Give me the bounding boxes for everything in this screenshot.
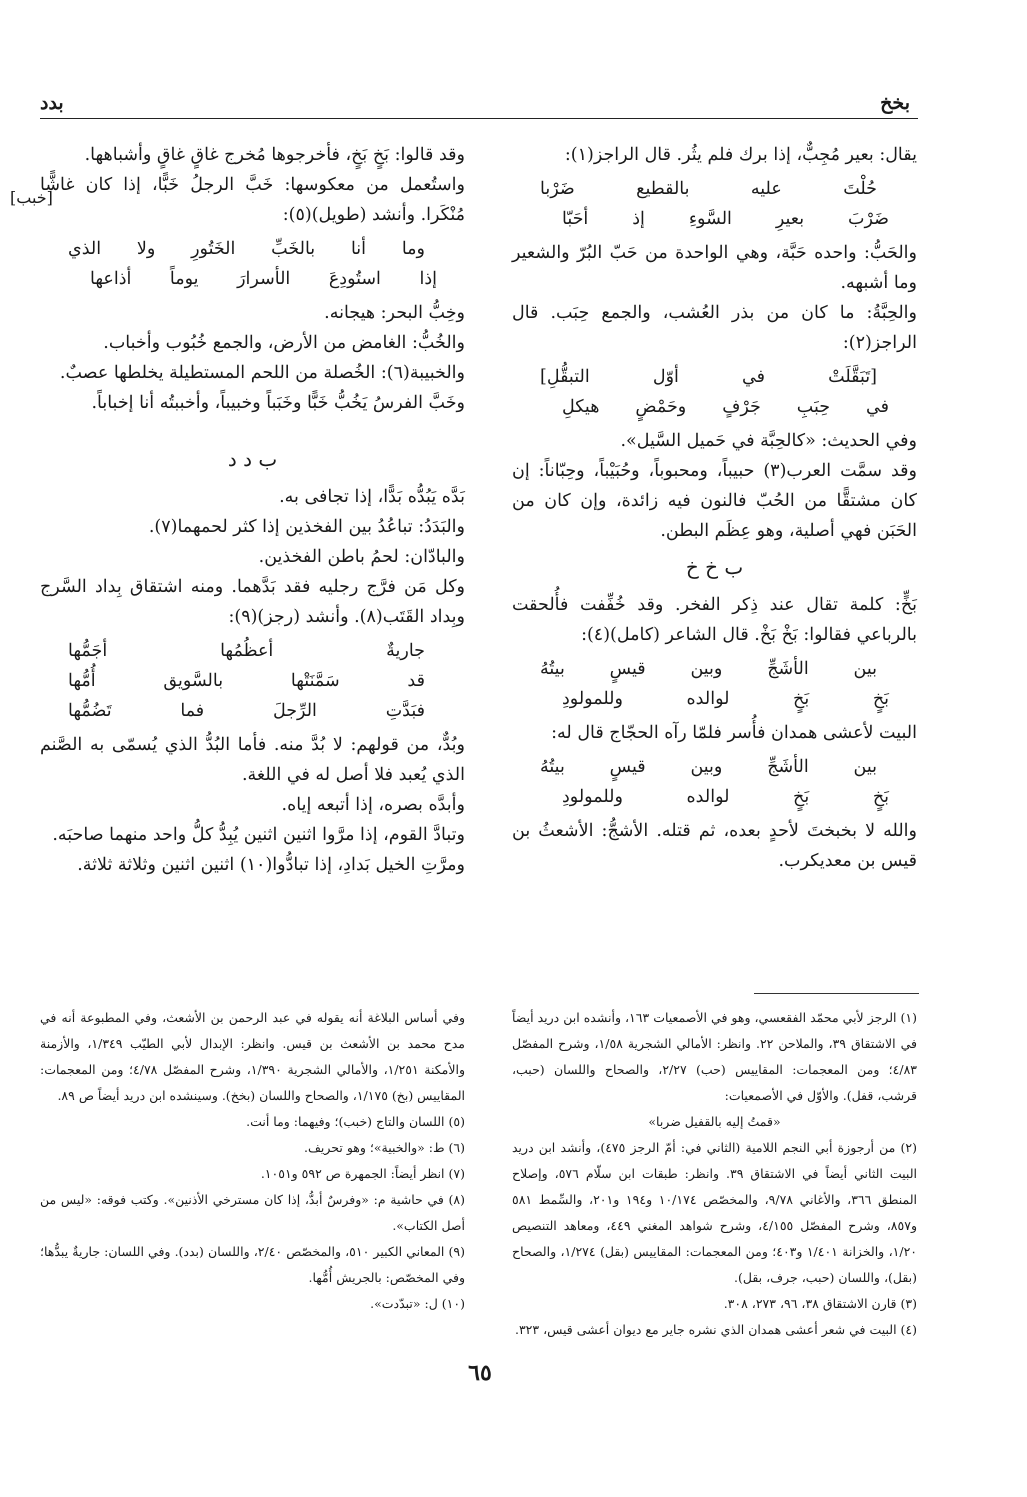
paragraph: والحَبُّ: واحده حَبَّة، وهي الواحدة من حَبّ البُرّ والشعير وما أشبهه. [512, 243, 917, 293]
verse [40, 234, 465, 294]
verse-line: جاريةٌ أعظُمُها أجَمُّها [68, 641, 425, 661]
paragraph: وفي الحديث: «كالحِبَّة في حَميل السَّيل». [620, 431, 917, 451]
paragraph: والخُبُّ: الغامض من الأرض، والجمع خُبُوب وأخباب. [103, 333, 465, 353]
verse-line: قد سَمَّنَتْها بالسَّويق أُمُّها [68, 671, 425, 691]
footnote-verse: «قمتُ إليه بالقفيل ضربا» [648, 1114, 781, 1129]
paragraph: يقال: بعير مُجِبٌّ، إذا برك فلم يثُر. قال الراجز(١): [564, 145, 917, 165]
paragraph: وخَبَّ الفرسُ يَخُبُّ خَبًّا وخَبَباً وخبيباً، وأخببتُه أنا إخباباً. [91, 393, 465, 413]
paragraph: وبُدٌّ، من قولهم: لا بُدَّ منه. فأما البُدُّ الذي يُسمّى به الصَّنم الذي يُعبد فلا أصل له في اللغة. [40, 735, 465, 785]
footnote: (٣) قارن الاشتقاق ٣٨، ٩٦، ٢٧٣، ٣٠٨. [723, 1296, 917, 1311]
footnote: (٨) في حاشية م: «وفرسٌ أبدُّ، إذا كان مسترخي الأذنين». وكتب فوقه: «ليس من أصل الكتاب». [40, 1192, 465, 1233]
paragraph: والبَدَدُ: تباعُدُ بين الفخذين إذا كثر لحمهما(٧). [148, 517, 465, 537]
verse-line: بَخٍ بَخٍ لوالده وللمولودِ [562, 787, 889, 807]
verse-line: إذا استُودِعَ الأسرارَ يوماً أذاعها [90, 269, 437, 289]
paragraph: البيت لأعشى همدان فأُسر فلمّا رآه الحجّاج قال له: [551, 723, 917, 743]
verse-line: ضَرْبَ بعيرِ السَّوءِ إذ أحَبّا [562, 209, 889, 229]
footnote: وفي أساس البلاغة أنه يقوله في عبد الرحمن بن الأشعث، وفي المطبوعة أنه في مدح محمد بن الأشعث بن قيس. وانظر: الإبدال لأبي الطيّب ١/٣٤٩، والأزمنة والأمكنة ١/٢٥١، والأمالي الشجرية ١/٣٩٠، وشرح المفصّل ٤/٧٨؛ ومن المعجمات: المقاييس (بخ) ١/١٧٥، والصحاح واللسان (بخخ). وسينشده ابن دريد أيضاً ص ٨٩. [40, 1010, 465, 1103]
paragraph: ومرَّتِ الخيل بَدادِ، إذا تبادُّوا(١٠) اثنين اثنين وثلاثة ثلاثة. [77, 855, 465, 875]
paragraph: وأبدَّه بصره، إذا أتبعه إياه. [281, 795, 465, 815]
margin-note: [خبب] [10, 188, 53, 207]
footnote: (١٠) ل: «تبدّدت». [370, 1296, 465, 1311]
section-title: ب د د [227, 447, 278, 471]
paragraph: وخِبُّ البحر: هيجانه. [324, 303, 465, 323]
footnote: (٥) اللسان والتاج (خبب)؛ وفيهما: وما أنت. [246, 1114, 465, 1129]
verse [512, 752, 917, 812]
paragraph: والخبيبة(٦): الخُصلة من اللحم المستطيلة يخلطها عصبٌ. [59, 363, 465, 383]
footnote: (٧) انظر أيضاً: الجمهرة ص ٥٩٢ و١٠٥١. [260, 1166, 465, 1181]
page-number: ٦٥ [468, 1360, 492, 1386]
header-rule [40, 118, 918, 119]
verse-line: بين الأشَجِّ وبين قيسٍ بيتُهُ [540, 757, 877, 777]
left-column [40, 140, 465, 880]
paragraph: وكل مَن فرَّج رجليه فقد بَدَّهما. ومنه اشتقاق بِداد السَّرج وبِداد القَتَب(٨). وأنشد (رجز)(٩): [40, 577, 465, 627]
paragraph: وقد سمَّت العرب(٣) حبيباً، ومحبوباً، وحُبَيْباً، وحِبّاناً: إن كان مشتقًّا من الحُبّ فالنون فيه زائدة، وإن كان من الحَبَن فهي أصلية، وهو عِظَم البطن. [512, 461, 917, 541]
verse-line: بَخٍ بَخٍ لوالده وللمولودِ [562, 689, 889, 709]
paragraph: واستُعمل من معكوسها: خَبَّ الرجلُ خَبًّا، إذا كان غاشًّا مُنْكَرا. وأنشد (طويل)(٥): [40, 175, 465, 225]
verse [512, 362, 917, 422]
right-column [512, 140, 917, 876]
verse-line: فبَدَّتِ الرِّجلَ فما تَضُمُّها [68, 701, 425, 721]
verse-line: في حِبَبِ جَرْفٍ وحَمْضٍ هيكلِ [562, 397, 889, 417]
verse [512, 654, 917, 714]
footnotes-left [40, 1005, 465, 1317]
verse [512, 174, 917, 234]
footnote-rule [754, 993, 919, 994]
paragraph: والله لا بخبختَ لأحدٍ بعده، ثم قتله. الأشجُّ: الأشعثُ بن قيس بن معديكرب. [512, 821, 917, 871]
running-head-left: بدد [40, 92, 64, 114]
footnote: (١) الرجز لأبي محمّد الفقعسي، وهو في الأصمعيات ١٦٣، وأنشده ابن دريد أيضاً في الاشتقاق ٣٩، والملاحن ٢٢. وانظر: الأمالي الشجرية ١/٥٨، وشرح المفصّل ٤/٨٣؛ ومن المعجمات: المقاييس (حب) ٢/٢٧، والصحاح واللسان (حبب، قرشب، قفل). والأوّل في الأصمعيات: [512, 1010, 918, 1103]
paragraph: وتبادَّ القوم، إذا مرَّوا اثنين اثنين يُبِدُّ كلُّ واحد منهما صاحبَه. [52, 825, 465, 845]
verse-line: [تَبَقَّلَتْ في أوّل التبقُّلِ] [540, 367, 877, 387]
running-head-right: بخخ [880, 92, 910, 114]
paragraph: بَدَّه يَبُدُّه بَدًّا، إذا تجافى به. [279, 487, 465, 507]
footnote: (٢) من أرجوزة أبي النجم اللامية (الثاني في: أمّ الرجز ٤٧٥)، وأنشد ابن دريد البيت الثاني أيضاً في الاشتقاق ٣٩. وانظر: طبقات ابن سلّام ٥٧٦، وإصلاح المنطق ٣٦٦، والأغاني ٩/٧٨، والمخصّص ١٠/١٧٤ و١٩٤ و٢٠١، والسِّمط ٥٨١ و٨٥٧، وشرح المفصّل ٤/١٥٥، وشرح شواهد المغني ٤٤٩، ومعاهد التنصيص ١/٢٠، والخزانة ١/٤٠١ و٤٠٣؛ ومن المعجمات: المقاييس (بقل) ١/٢٧٤، والصحاح (بقل)، واللسان (حبب، جرف، بقل). [512, 1140, 917, 1285]
paragraph: والبادّان: لحمُ باطن الفخذين. [258, 547, 465, 567]
verse [40, 636, 465, 726]
paragraph: بَخٍّ: كلمة تقال عند ذِكر الفخر. وقد خُفِّفت فأُلحقت بالرباعي فقالوا: بَخْ بَخْ. قال الشاعر (كامل)(٤): [512, 595, 917, 645]
section-title: ب خ خ [685, 555, 744, 579]
paragraph: والحِبَّةُ: ما كان من بذر العُشب، والجمع حِبَب. قال الراجز(٢): [512, 303, 917, 353]
footnotes-right [512, 1005, 917, 1343]
footnote: (٩) المعاني الكبير ٥١٠، والمخصّص ٢/٤٠، واللسان (بدد). وفي اللسان: جاريةٌ يبدُّها؛ وفي المخصّص: بالجريش أُمُّها. [40, 1244, 465, 1285]
paragraph: وقد قالوا: بَخٍ بَخٍ، فأخرجوها مُخرج غاقٍ غاقٍ وأشباهها. [84, 145, 465, 165]
footnote: (٦) ط: «والخبية»؛ وهو تحريف. [304, 1140, 465, 1155]
verse-line: بين الأشَجِّ وبين قيسٍ بيتُهُ [540, 659, 877, 679]
verse-line: وما أنا بالخَبِّ الخَتُورِ ولا الذي [68, 239, 425, 259]
verse-line: حُلْتَ عليه بالقطيع ضَرْبا [540, 179, 877, 199]
footnote: (٤) البيت في شعر أعشى همدان الذي نشره جاير مع ديوان أعشى قيس، ٣٢٣. [514, 1322, 917, 1337]
